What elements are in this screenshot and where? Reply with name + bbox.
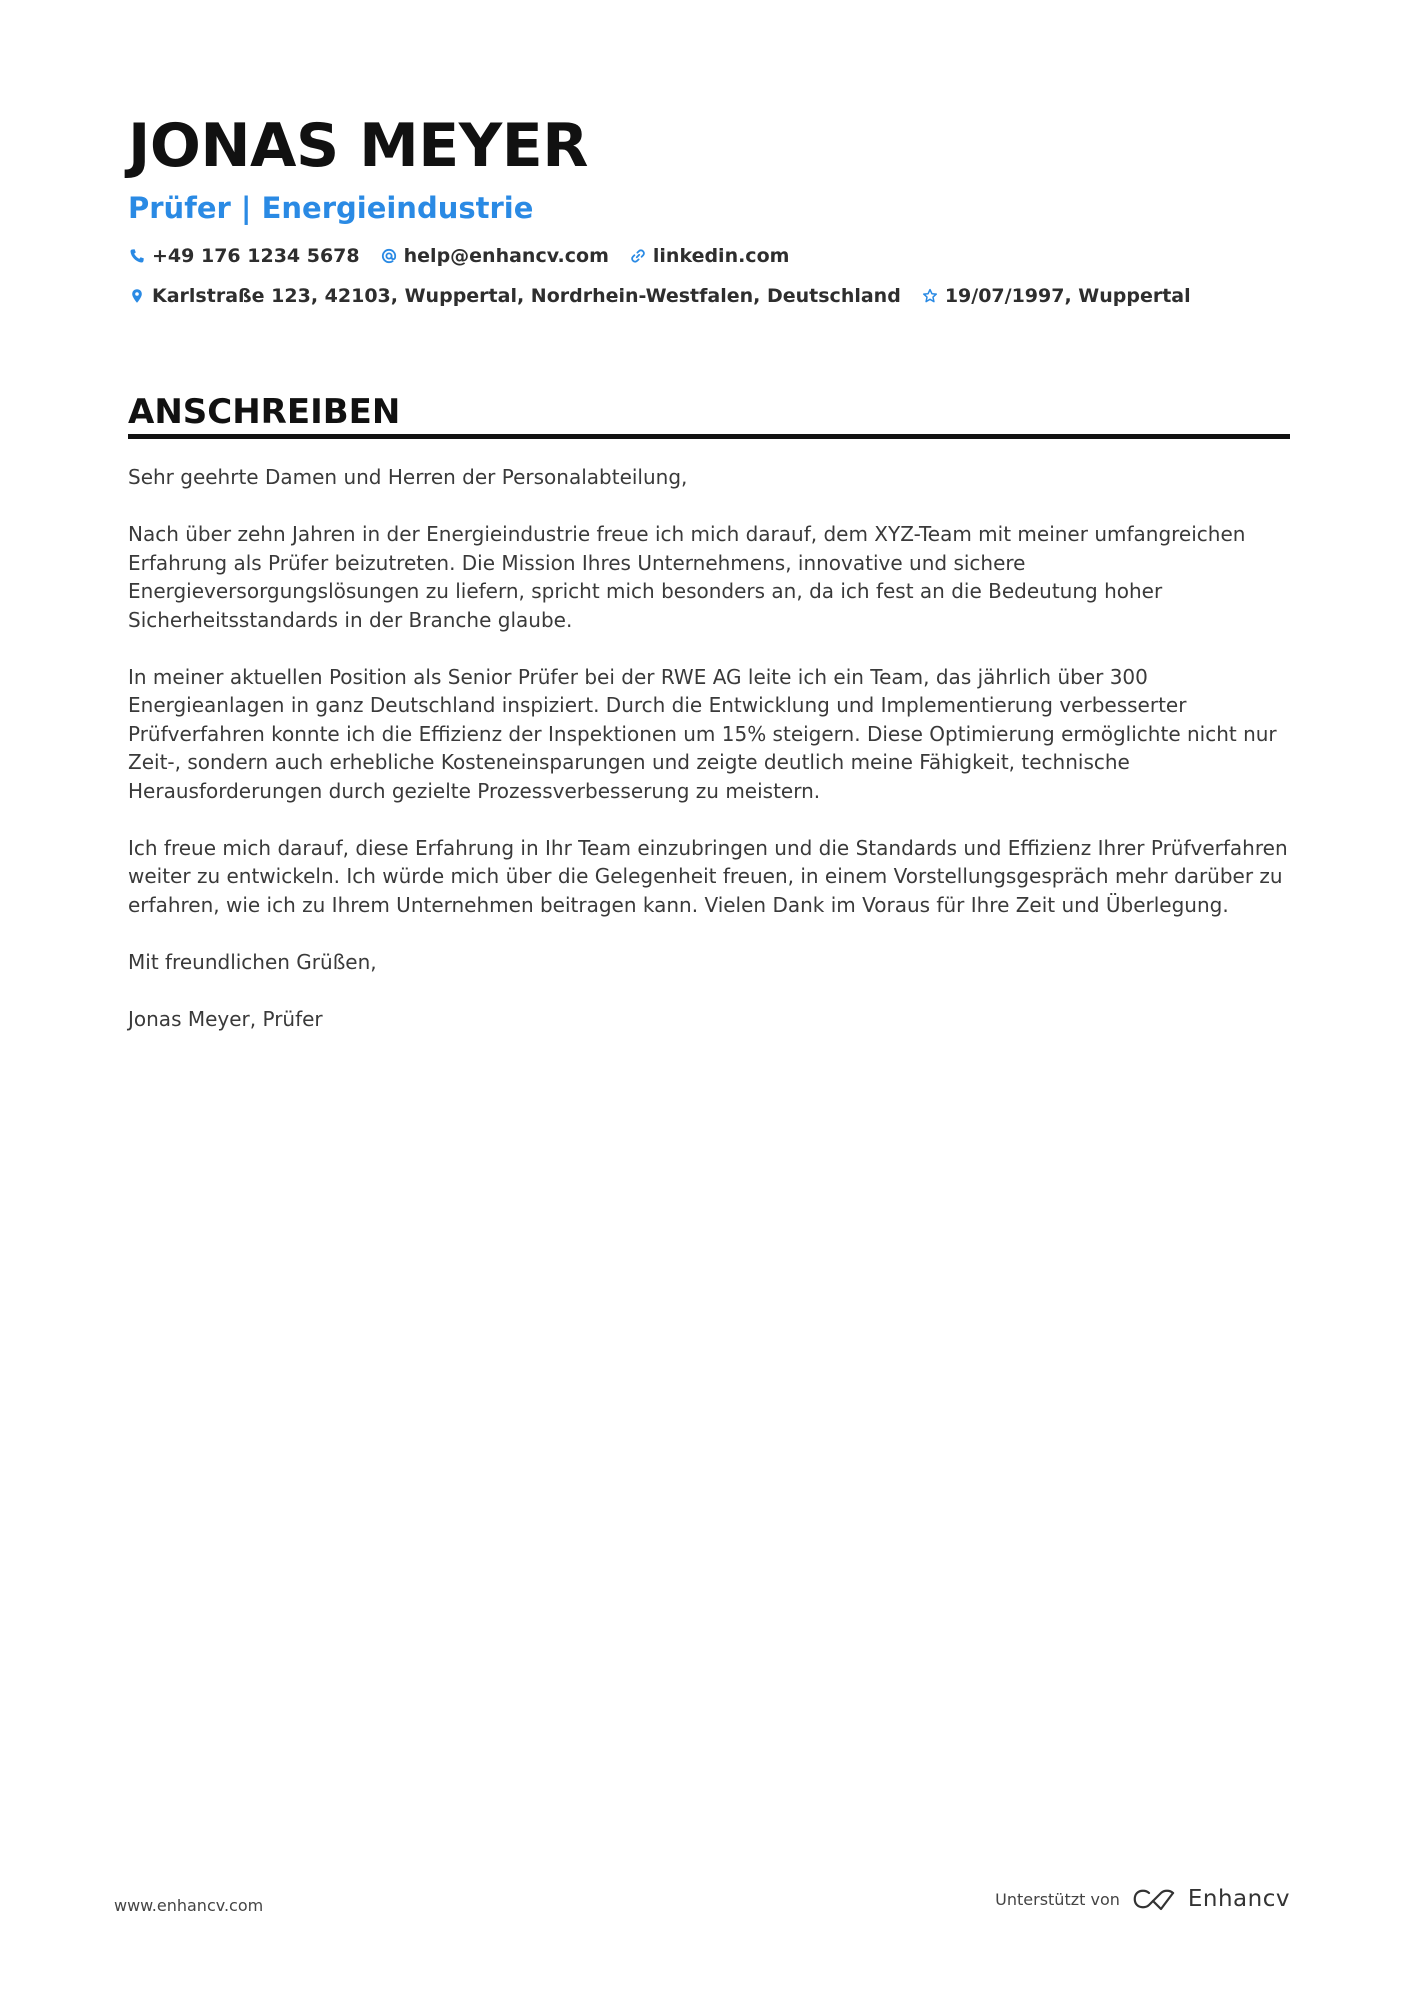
contact-address-text: Karlstraße 123, 42103, Wuppertal, Nordrhein-Westfalen, Deutschland <box>152 285 901 307</box>
link-icon <box>629 247 647 265</box>
contact-email[interactable] <box>380 244 609 268</box>
contact-address <box>128 284 901 308</box>
section-title-cover-letter: ANSCHREIBEN <box>128 392 1290 439</box>
contact-birth <box>921 284 1191 308</box>
footer-brand-name: Enhancv <box>1187 1886 1290 1912</box>
letter-body <box>128 463 1290 1033</box>
contact-phone <box>128 244 360 268</box>
contact-row-primary <box>128 244 1290 268</box>
footer-website-link[interactable]: www.enhancv.com <box>114 1896 264 1915</box>
cover-letter-page <box>128 110 1290 1062</box>
job-title: Prüfer | Energieindustrie <box>128 191 534 225</box>
footer-powered-by <box>995 1886 1290 1912</box>
contact-birth-text: 19/07/1997, Wuppertal <box>944 285 1191 307</box>
letter-paragraph-1: Nach über zehn Jahren in der Energieindustrie freue ich mich darauf, dem XYZ-Team mit meiner umfangreichen Erfahrung als Prüfer beizutreten. Die Mission Ihres Unternehmens, innovative und sichere Energieversorgungslösungen zu liefern, spricht mich besonders an, da ich fest an die Bedeutung hoher Sicherheitsstandards in der Branche glaube. <box>128 522 1246 632</box>
enhancv-logo-icon <box>1132 1887 1178 1911</box>
letter-closing: Mit freundlichen Grüßen, <box>128 949 377 974</box>
star-icon <box>921 287 939 305</box>
footer-powered-by-label: Unterstützt von <box>995 1889 1120 1909</box>
contact-linkedin-text: linkedin.com <box>652 245 790 267</box>
letter-greeting: Sehr geehrte Damen und Herren der Personalabteilung, <box>128 465 688 489</box>
phone-icon <box>128 247 146 265</box>
contact-row-secondary <box>128 284 1290 308</box>
contact-email-text: help@enhancv.com <box>403 245 609 267</box>
location-pin-icon <box>128 287 146 305</box>
letter-paragraph-3: Ich freue mich darauf, diese Erfahrung in Ihr Team einzubringen und die Standards und Effizienz Ihrer Prüfverfahren weiter zu entwickeln. Ich würde mich über die Gelegenheit freuen, in einem Vorstellungsgespräch mehr darüber zu erfahren, wie ich zu Ihrem Unternehmen beitragen kann. Vielen Dank im Voraus für Ihre Zeit und Überlegung. <box>128 835 1288 917</box>
contact-phone-text: +49 176 1234 5678 <box>152 245 360 267</box>
applicant-name: JONAS MEYER <box>128 111 588 181</box>
letter-paragraph-2: In meiner aktuellen Position als Senior Prüfer bei der RWE AG leite ich ein Team, das jährlich über 300 Energieanlagen in ganz Deutschland inspiziert. Durch die Entwicklung und Implementierung verbesserter Prüfverfahren konnte ich die Effizienz der Inspektionen um 15% steigern. Diese Optimierung ermöglichte nicht nur Zeit-, sondern auch erhebliche Kosteneinsparungen und zeigte deutlich meine Fähigkeit, technische Herausforderungen durch gezielte Prozessverbesserung zu meistern. <box>128 664 1277 803</box>
contact-linkedin[interactable] <box>629 244 790 268</box>
at-icon <box>380 247 398 265</box>
letter-signature: Jonas Meyer, Prüfer <box>128 1006 323 1031</box>
